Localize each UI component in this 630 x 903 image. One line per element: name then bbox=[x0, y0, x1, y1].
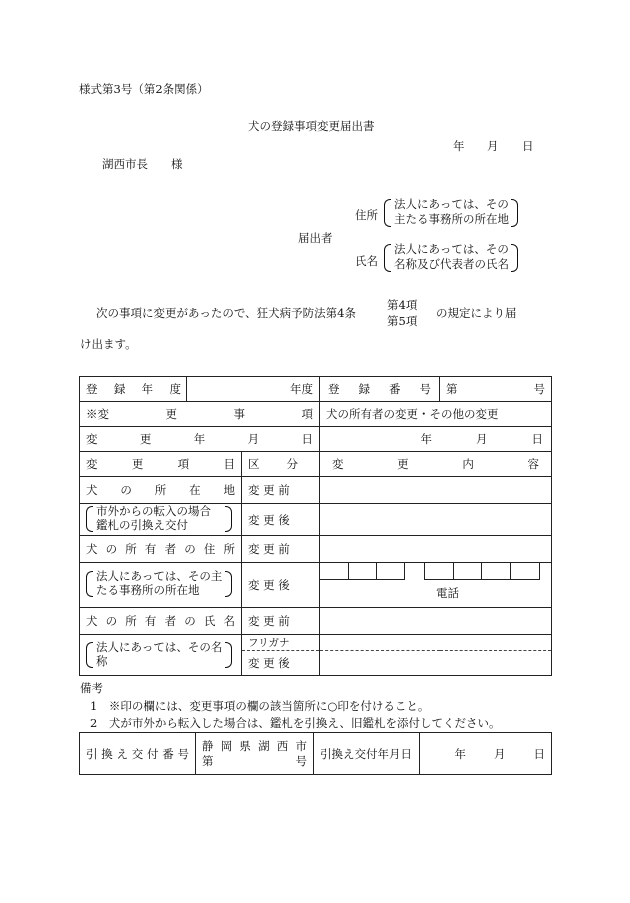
furigana-field[interactable] bbox=[320, 635, 552, 651]
remark-2: 2 犬が市外から転入した場合は、鑑札を引換え、旧鑑札を添付してください。 bbox=[90, 716, 501, 730]
dog-location-note: 市外からの転入の場合 鑑札の引換え交付 bbox=[80, 504, 242, 536]
header-content: 変 更 内 容 bbox=[320, 452, 552, 477]
exchange-table bbox=[79, 732, 552, 775]
header-kubun: 区 分 bbox=[242, 452, 320, 477]
owner-name-before-field[interactable] bbox=[320, 608, 552, 635]
owner-name-before-label: 変 更 前 bbox=[242, 608, 320, 635]
owner-address-before-field[interactable] bbox=[320, 536, 552, 563]
owner-name-after-label: 変 更 後 bbox=[242, 651, 320, 676]
statement-part2: の規定により届 bbox=[436, 306, 517, 320]
form-number: 様式第3号（第2条関係） bbox=[79, 82, 209, 96]
header-item: 変 更 項 目 bbox=[80, 452, 242, 477]
form-title: 犬の登録事項変更届出書 bbox=[248, 119, 375, 133]
year-mark: 年 bbox=[453, 139, 465, 153]
notifier-label: 届出者 bbox=[298, 231, 333, 245]
phone-label: 電話 bbox=[436, 586, 459, 600]
address-label: 住所 bbox=[355, 208, 378, 222]
clause-4: 第4項 bbox=[387, 298, 418, 312]
owner-address-label: 犬 の 所 有 者 の 住 所 bbox=[80, 536, 242, 563]
dog-location-after-field[interactable] bbox=[320, 504, 552, 536]
change-date-field[interactable]: 年 月 日 bbox=[320, 427, 552, 452]
change-date-label: 変 更 年 月 日 bbox=[80, 427, 320, 452]
reg-no-label: 登 録 番 号 bbox=[320, 377, 440, 402]
owner-name-note: 法人にあっては、その名 称 bbox=[80, 635, 242, 676]
name-label: 氏名 bbox=[355, 254, 378, 268]
reg-no-field[interactable]: 第 号 bbox=[440, 377, 552, 402]
dog-location-after-label: 変 更 後 bbox=[242, 504, 320, 536]
addressee: 湖西市長 様 bbox=[102, 157, 183, 171]
exchange-no-label: 引 換 え 交 付 番 号 bbox=[80, 733, 196, 775]
clause-5: 第5項 bbox=[387, 314, 418, 328]
owner-address-after-field[interactable] bbox=[320, 563, 552, 608]
dog-location-before-field[interactable] bbox=[320, 477, 552, 504]
owner-address-before-label: 変 更 前 bbox=[242, 536, 320, 563]
statement-part1: 次の事項に変更があったので、狂犬病予防法第4条 bbox=[96, 306, 356, 320]
month-mark: 月 bbox=[487, 139, 499, 153]
remark-1: 1 ※印の欄には、変更事項の欄の該当箇所に○印を付けること。 bbox=[90, 699, 430, 713]
dog-location-before-label: 変 更 前 bbox=[242, 477, 320, 504]
address-note: 法人にあっては、その 主たる事務所の所在地 bbox=[384, 197, 518, 229]
exchange-date-field[interactable]: 年 月 日 bbox=[420, 733, 552, 775]
day-mark: 日 bbox=[522, 139, 534, 153]
change-item-label: ※変 更 事 項 bbox=[80, 402, 320, 427]
reg-year-field[interactable]: 年度 bbox=[187, 377, 320, 402]
change-item-value[interactable]: 犬の所有者の変更・その他の変更 bbox=[320, 402, 552, 427]
change-table bbox=[79, 376, 552, 676]
remarks-title: 備考 bbox=[80, 681, 103, 695]
owner-address-after-label: 変 更 後 bbox=[242, 563, 320, 608]
statement-part3: け出ます。 bbox=[80, 337, 137, 351]
name-note: 法人にあっては、その 名称及び代表者の氏名 bbox=[384, 242, 518, 274]
owner-name-after-field[interactable] bbox=[320, 651, 552, 676]
furigana-label: フリガナ bbox=[242, 635, 320, 651]
owner-address-note: 法人にあっては、その主 たる事務所の所在地 bbox=[80, 563, 242, 608]
dog-location-label: 犬 の 所 在 地 bbox=[80, 477, 242, 504]
owner-name-label: 犬 の 所 有 者 の 氏 名 bbox=[80, 608, 242, 635]
reg-year-label: 登 録 年 度 bbox=[80, 377, 187, 402]
exchange-date-label: 引換え交付年月日 bbox=[314, 733, 420, 775]
exchange-no-field[interactable]: 静 岡 県 湖 西 市 第 号 bbox=[196, 733, 314, 775]
